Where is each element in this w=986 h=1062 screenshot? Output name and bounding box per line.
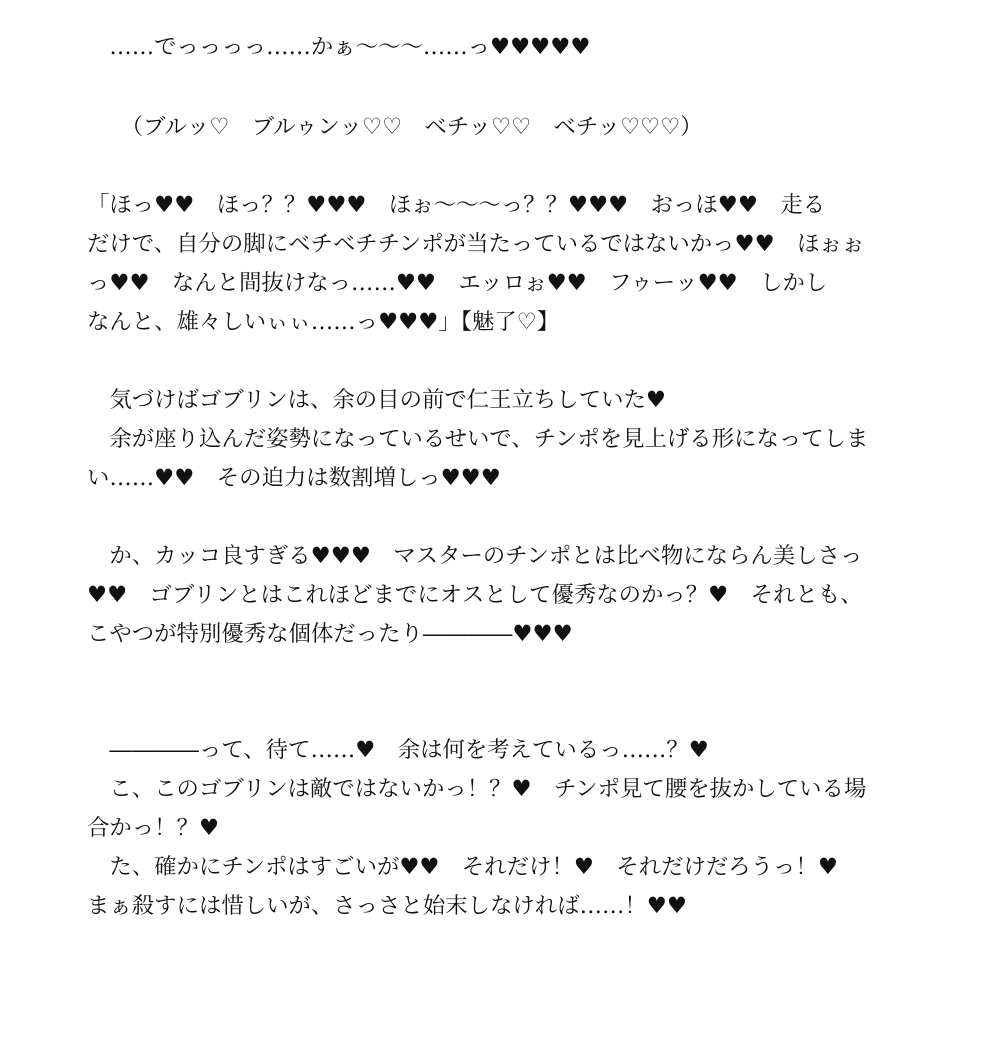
text-line: なんと、雄々しいぃぃ……っ♥♥♥」【魅了♡】 [87,309,560,335]
text-line: い……♥♥ その迫力は数割増しっ♥♥♥ [87,465,501,491]
text-line: まぁ殺すには惜しいが、さっさと始末しなければ……！♥♥ [87,893,687,919]
text-line: た、確かにチンポはすごいが♥♥ それだけ！♥ それだけだろうっ！♥ [87,854,838,880]
text-line: こやつが特別優秀な個体だったり――――♥♥♥ [87,621,573,647]
text-line: っ♥♥ なんと間抜けなっ……♥♥ エッロぉ♥♥ フゥーッ♥♥ しかし [87,270,828,296]
text-line: 気づけばゴブリンは、余の目の前で仁王立ちしていた♥ [87,387,666,413]
text-line: ♥♥ ゴブリンとはこれほどまでにオスとして優秀なのかっ？♥ それとも、 [87,582,863,608]
text-line: （ブルッ♡ ブルゥンッ♡♡ ベチッ♡♡ ベチッ♡♡♡） [87,114,703,140]
text-line: こ、このゴブリンは敵ではないかっ！？♥ チンポ見て腰を抜かしている場 [87,776,867,802]
text-line: だけで、自分の脚にベチベチチンポが当たっているではないかっ♥♥ ほぉぉ [87,231,865,257]
text-line: ……でっっっっ……かぁ〜〜〜……っ♥♥♥♥♥ [87,34,591,60]
text-line: 余が座り込んだ姿勢になっているせいで、チンポを見上げる形になってしま [87,426,869,452]
text-line: 合かっ！？♥ [87,815,220,841]
text-line: ――――って、待て……♥ 余は何を考えているっ……？♥ [87,737,709,763]
text-line: 「ほっ♥♥ ほっ？？♥♥♥ ほぉ〜〜〜っ？？♥♥♥ おっほ♥♥ 走る [87,192,826,218]
text-line: か、カッコ良すぎる♥♥♥ マスターのチンポとは比べ物にならん美しさっ [87,543,863,569]
